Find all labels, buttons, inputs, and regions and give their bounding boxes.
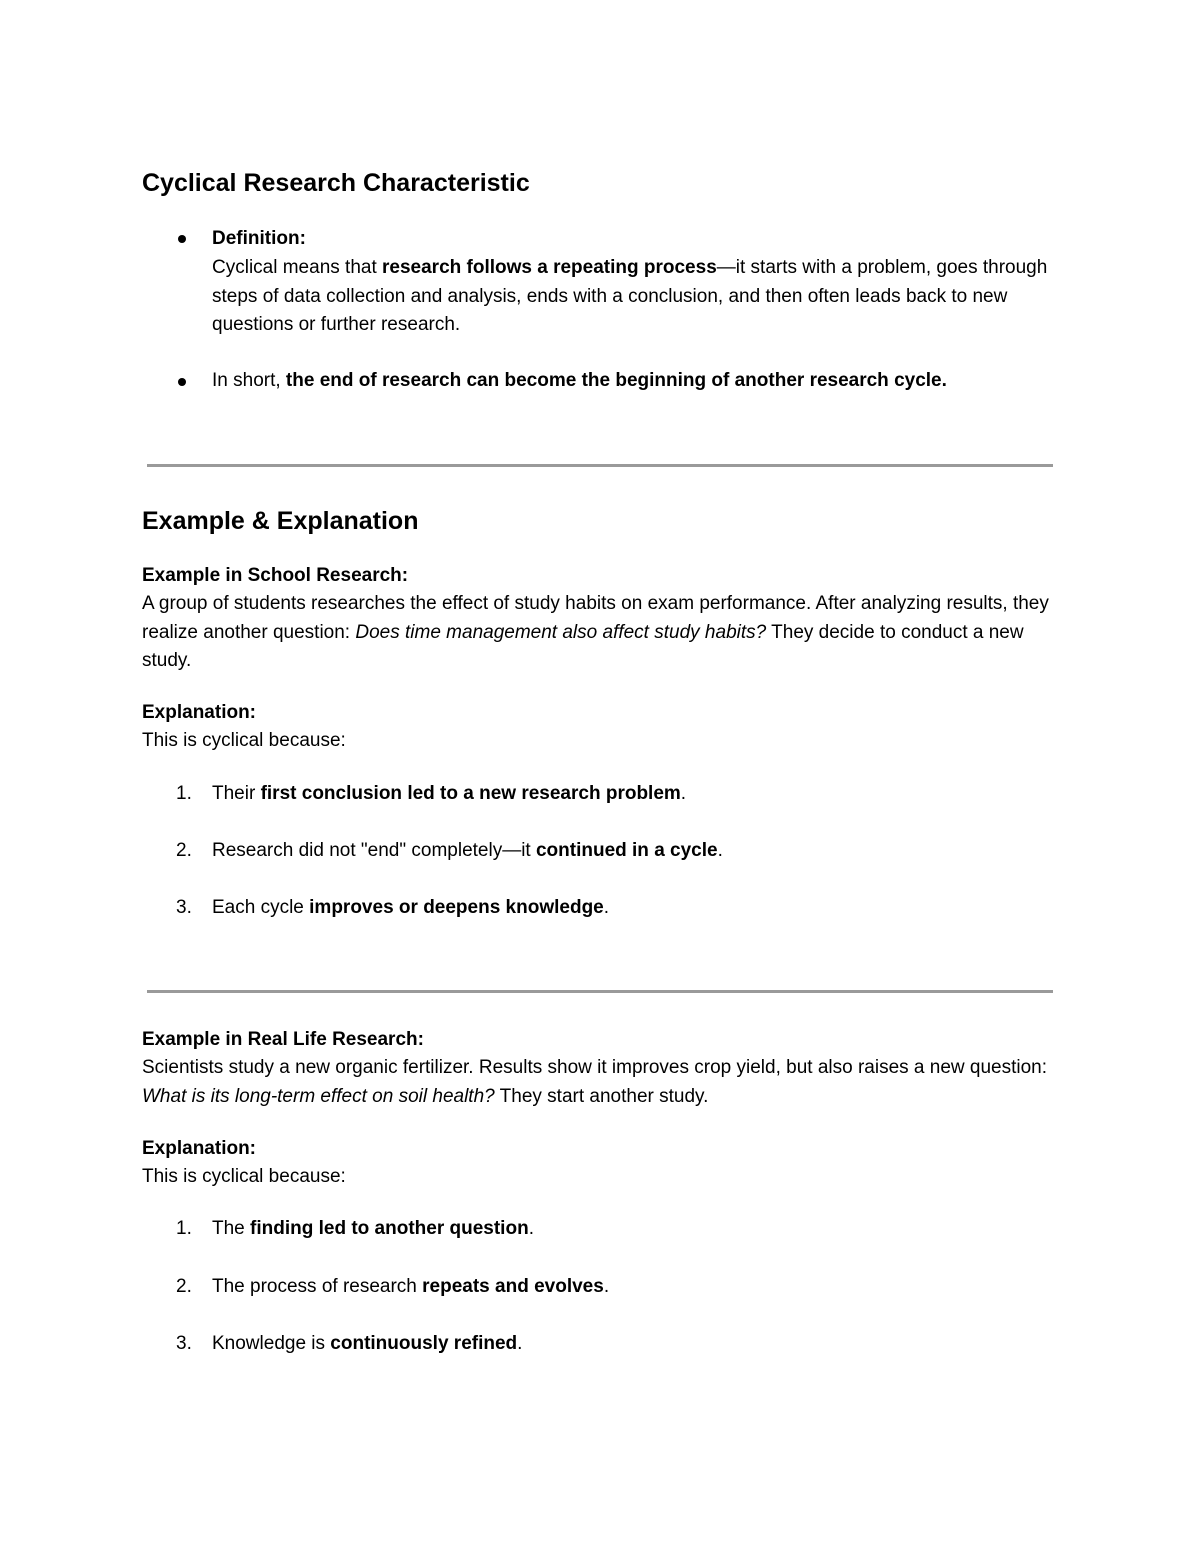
school-example-text: A group of students researches the effect of study habits on exam performance. After analyzing results, they realize another question: Does time management also affect study habits? They decide to conduct a new study. (142, 593, 1049, 671)
section-title-example: Example & Explanation (142, 507, 419, 535)
real-example-label: Example in Real Life Research: (142, 1029, 424, 1050)
explanation-label: Explanation: (142, 1138, 257, 1159)
real-example-text: Scientists study a new organic fertilizer. Results show it improves crop yield, but also raises a new question: What is its long-term effect on soil health? They start another study. (142, 1057, 1048, 1107)
list-item: The finding led to another question. (212, 1218, 534, 1239)
list-number: 2. (176, 1276, 192, 1297)
explanation-intro: This is cyclical because: (142, 730, 346, 751)
divider (147, 464, 1053, 467)
list-item: Their first conclusion led to a new research problem. (212, 783, 687, 804)
summary-text: In short, the end of research can become the beginning of another research cycle. (212, 370, 947, 391)
section-title-cyclical: Cyclical Research Characteristic (142, 169, 530, 197)
list-number: 3. (176, 897, 192, 918)
divider (147, 990, 1053, 993)
list-number: 2. (176, 840, 192, 861)
bullet-icon (178, 235, 186, 243)
list-item: Each cycle improves or deepens knowledge. (212, 897, 610, 918)
list-item: Knowledge is continuously refined. (212, 1333, 523, 1354)
bullet-icon (178, 378, 186, 386)
school-example-label: Example in School Research: (142, 565, 409, 586)
list-number: 1. (176, 1218, 192, 1239)
definition-text: Cyclical means that research follows a repeating process—it starts with a problem, goes through steps of data collection and analysis, ends with a conclusion, and then often leads back to new questions or further research. (212, 257, 1048, 335)
explanation-intro: This is cyclical because: (142, 1166, 346, 1187)
list-number: 3. (176, 1333, 192, 1354)
explanation-label: Explanation: (142, 702, 257, 723)
list-item: Research did not "end" completely—it continued in a cycle. (212, 840, 723, 861)
list-item: The process of research repeats and evolves. (212, 1276, 610, 1297)
list-number: 1. (176, 783, 192, 804)
definition-label: Definition: (212, 228, 306, 249)
